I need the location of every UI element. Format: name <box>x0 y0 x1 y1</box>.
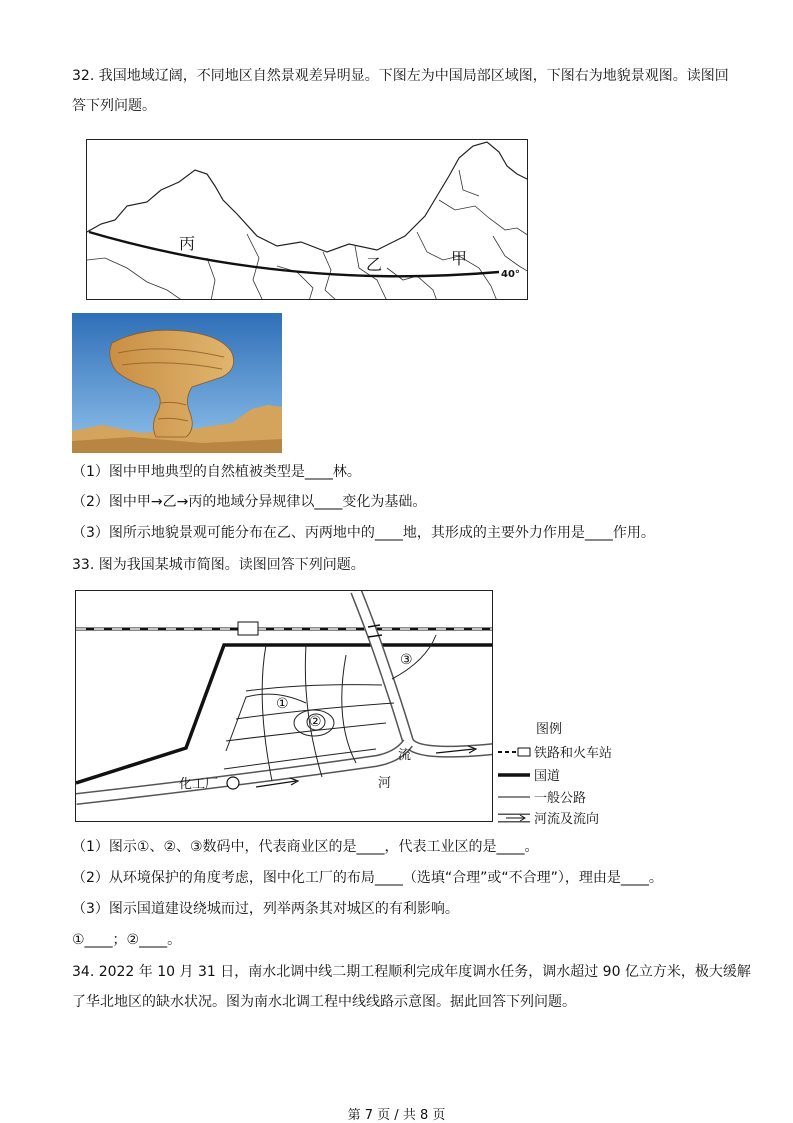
china-region-map <box>86 139 528 300</box>
q33-stem: 33. 图为我国某城市简图。读图回答下列问题。 <box>72 557 365 573</box>
landform-photo-svg <box>72 313 282 453</box>
city-map-svg <box>76 591 493 822</box>
q33-part3: （3）图示国道建设绕城而过，列举两条其对城区的有利影响。 <box>72 901 459 917</box>
legend-national-road-label: 国道 <box>534 769 561 784</box>
label-chemical-plant: 化工厂 <box>179 777 219 792</box>
city-map-legend <box>498 718 628 828</box>
q33-part1: （1）图示①、②、③数码中，代表商业区的是____，代表工业区的是____。 <box>72 839 539 855</box>
q32-stem-line2: 答下列问题。 <box>72 98 156 114</box>
label-jia: 甲 <box>451 249 468 268</box>
label-zone-3: ③ <box>400 652 413 668</box>
label-bing: 丙 <box>179 234 196 253</box>
label-zone-1: ① <box>276 696 289 712</box>
city-map <box>75 590 493 822</box>
label-river-he: 河 <box>378 776 392 791</box>
latitude-label: 40° <box>501 269 520 280</box>
legend-general-road-label: 一般公路 <box>534 791 587 806</box>
label-yi: 乙 <box>366 255 383 274</box>
page-footer: 第 7 页 / 共 8 页 <box>347 1108 446 1123</box>
q32-part1: （1）图中甲地典型的自然植被类型是____林。 <box>72 464 361 480</box>
national-road-icon <box>498 768 532 782</box>
q32-part2: （2）图中甲→乙→丙的地域分异规律以____变化为基础。 <box>72 494 427 510</box>
legend-title: 图例 <box>536 722 563 737</box>
general-road-icon <box>498 790 532 804</box>
legend-river-label: 河流及流向 <box>534 812 600 827</box>
legend-rail-label: 铁路和火车站 <box>534 746 613 761</box>
china-region-map-svg <box>87 140 528 300</box>
landform-photo <box>72 313 282 453</box>
label-river-liu: 流 <box>398 748 412 763</box>
q32-stem-line1: 32. 我国地域辽阔，不同地区自然景观差异明显。下图左为中国局部区域图，下图右为地貌景观图。读图回 <box>72 68 729 84</box>
q34-line1: 34. 2022 年 10 月 31 日，南水北调中线二期工程顺利完成年度调水任务，调水超过 90 亿立方米，极大缓解 <box>72 964 751 980</box>
q34-line2: 了华北地区的缺水状况。图为南水北调工程中线线路示意图。据此回答下列问题。 <box>72 994 576 1010</box>
river-flow-icon <box>498 811 532 825</box>
q33-part2: （2）从环境保护的角度考虑，图中化工厂的布局____（选填“合理”或“不合理”），理由是____。 <box>72 870 663 886</box>
rail-station-icon <box>498 745 532 759</box>
q33-part3-answer: ①____；②____。 <box>72 932 182 948</box>
q32-part3: （3）图所示地貌景观可能分布在乙、丙两地中的____地，其形成的主要外力作用是____作用。 <box>72 525 655 541</box>
label-zone-2: ② <box>309 714 322 730</box>
